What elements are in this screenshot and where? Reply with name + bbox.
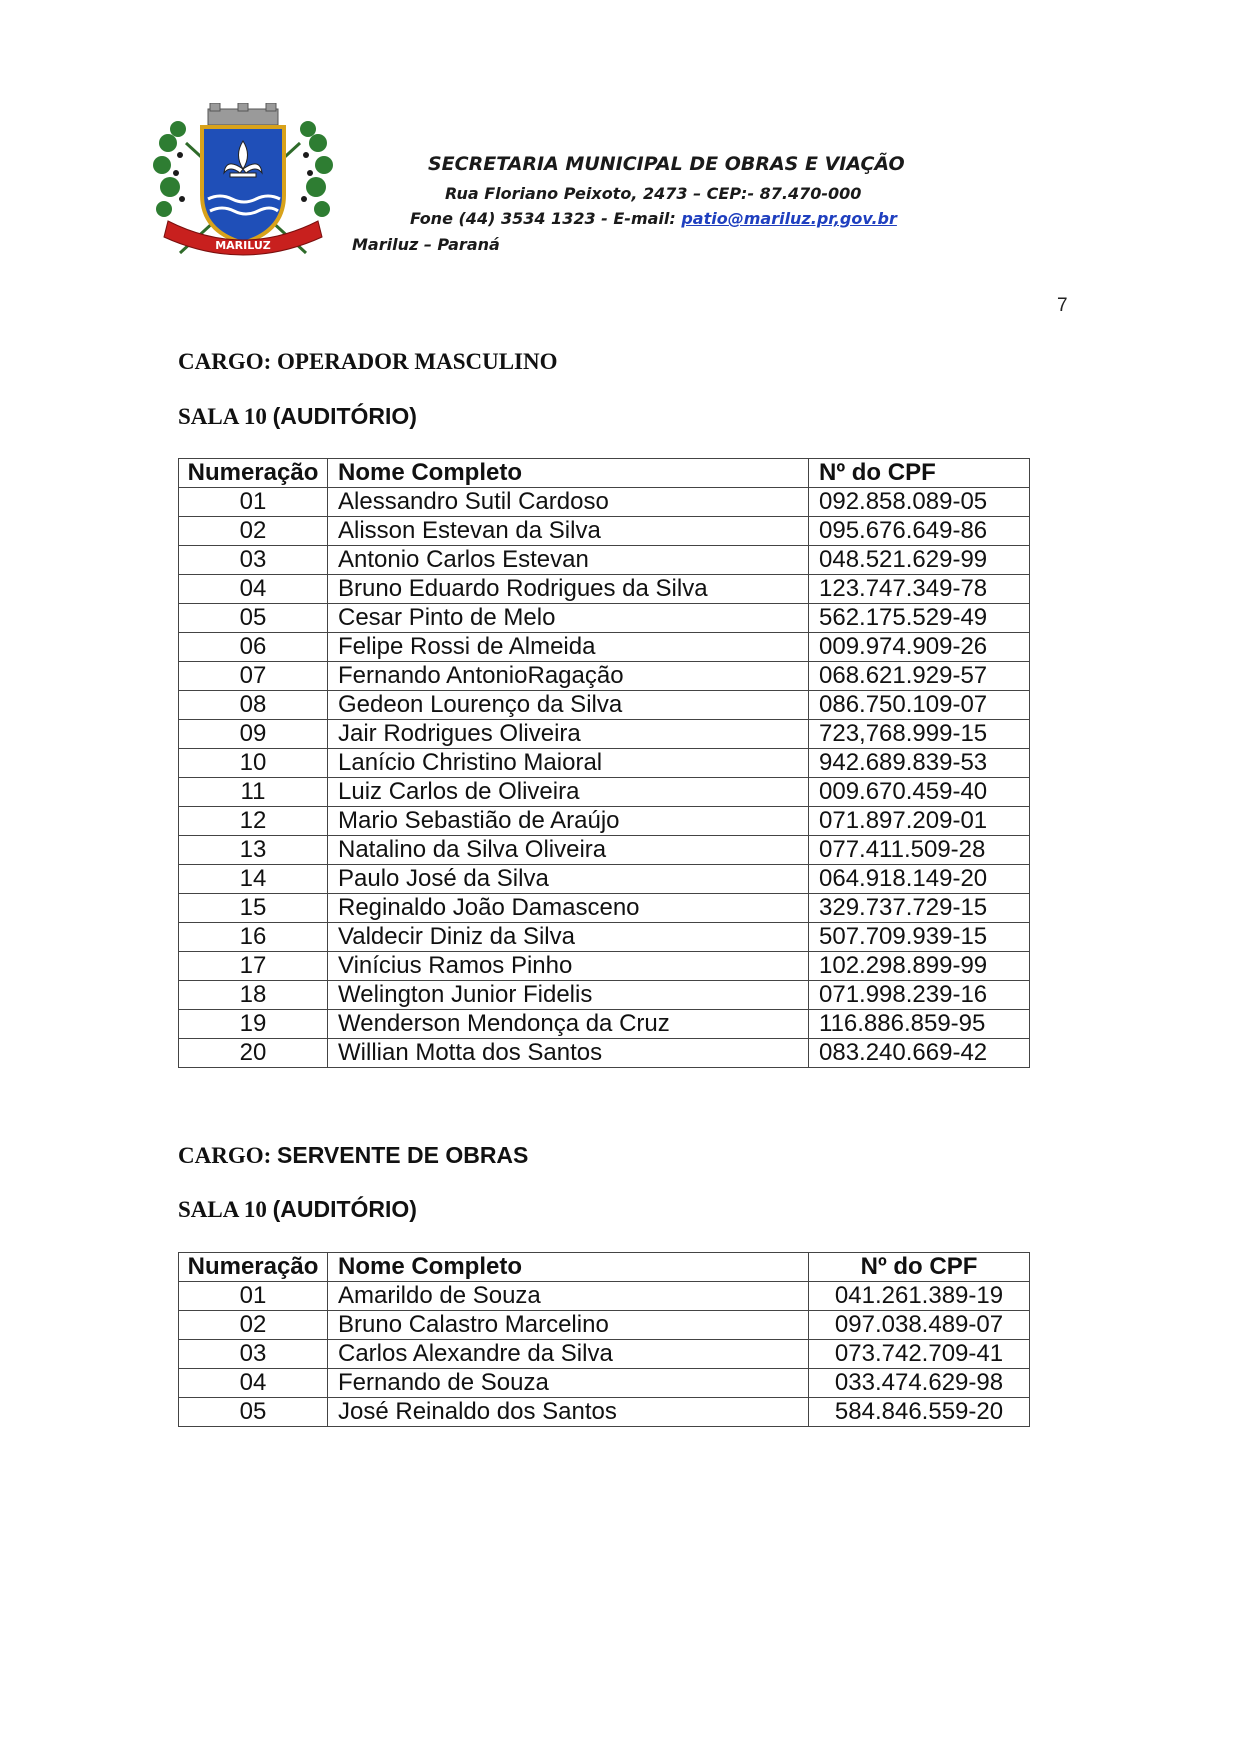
cell-nome: Bruno Calastro Marcelino: [328, 1311, 809, 1340]
cell-nome: Alisson Estevan da Silva: [328, 517, 809, 546]
table-row: [179, 517, 1030, 546]
table-row: [179, 1010, 1030, 1039]
cell-nome: Reginaldo João Damasceno: [328, 894, 809, 923]
cell-nome: Carlos Alexandre da Silva: [328, 1340, 809, 1369]
table-row: [179, 894, 1030, 923]
table-row: [179, 749, 1030, 778]
cell-cpf: 064.918.149-20: [809, 865, 1030, 894]
cell-numero: 02: [179, 517, 328, 546]
table-row: [179, 488, 1030, 517]
email-link[interactable]: patio@mariluz.pr,gov.br: [681, 209, 897, 228]
cell-cpf: 048.521.629-99: [809, 546, 1030, 575]
table-row: [179, 865, 1030, 894]
department-contact: [410, 209, 897, 228]
cell-cpf: 584.846.559-20: [809, 1398, 1030, 1427]
column-header-nome: Nome Completo: [328, 459, 809, 488]
roster-table-operador: [178, 458, 1030, 1068]
cell-nome: Paulo José da Silva: [328, 865, 809, 894]
cell-nome: Welington Junior Fidelis: [328, 981, 809, 1010]
sala-label: SALA 10: [178, 404, 273, 429]
table-row: [179, 546, 1030, 575]
cell-cpf: 092.858.089-05: [809, 488, 1030, 517]
department-city: Mariluz – Paraná: [352, 235, 500, 254]
table-row: [179, 575, 1030, 604]
table-row: [179, 1369, 1030, 1398]
cell-numero: 09: [179, 720, 328, 749]
cell-cpf: 009.670.459-40: [809, 778, 1030, 807]
phone-label: Fone (44) 3534 1323 - E-mail:: [410, 209, 682, 228]
cell-numero: 13: [179, 836, 328, 865]
column-header-nome: Nome Completo: [328, 1253, 809, 1282]
cell-numero: 01: [179, 488, 328, 517]
column-header-cpf: Nº do CPF: [809, 459, 1030, 488]
table-row: [179, 1039, 1030, 1068]
cell-cpf: 071.897.209-01: [809, 807, 1030, 836]
sala-label: SALA 10: [178, 1197, 273, 1222]
table-row: [179, 1398, 1030, 1427]
cargo-heading-1: [178, 349, 558, 375]
cell-numero: 01: [179, 1282, 328, 1311]
cell-numero: 19: [179, 1010, 328, 1039]
cell-nome: Wenderson Mendonça da Cruz: [328, 1010, 809, 1039]
roster-body-servente: [179, 1282, 1030, 1427]
cell-cpf: 009.974.909-26: [809, 633, 1030, 662]
cell-cpf: 562.175.529-49: [809, 604, 1030, 633]
roster-table-servente: [178, 1252, 1030, 1427]
cell-cpf: 116.886.859-95: [809, 1010, 1030, 1039]
table-row: [179, 691, 1030, 720]
cell-numero: 03: [179, 1340, 328, 1369]
table-row: [179, 981, 1030, 1010]
cell-numero: 12: [179, 807, 328, 836]
cell-nome: Amarildo de Souza: [328, 1282, 809, 1311]
cell-numero: 10: [179, 749, 328, 778]
column-header-numero: Numeração: [179, 1253, 328, 1282]
cell-nome: Fernando de Souza: [328, 1369, 809, 1398]
cell-cpf: 723,768.999-15: [809, 720, 1030, 749]
crest-ribbon-text: MARILUZ: [215, 239, 271, 252]
cell-numero: 20: [179, 1039, 328, 1068]
table-row: [179, 778, 1030, 807]
cargo-value: SERVENTE DE OBRAS: [277, 1142, 529, 1168]
cell-numero: 02: [179, 1311, 328, 1340]
table-row: [179, 633, 1030, 662]
table-header-row: [179, 459, 1030, 488]
cell-cpf: 942.689.839-53: [809, 749, 1030, 778]
cell-numero: 17: [179, 952, 328, 981]
cargo-heading-2: [178, 1142, 528, 1169]
cell-numero: 04: [179, 1369, 328, 1398]
cell-nome: Vinícius Ramos Pinho: [328, 952, 809, 981]
sala-value: (AUDITÓRIO): [272, 1196, 417, 1222]
cell-cpf: 097.038.489-07: [809, 1311, 1030, 1340]
cell-numero: 08: [179, 691, 328, 720]
cargo-value: OPERADOR MASCULINO: [277, 349, 558, 374]
table-row: [179, 836, 1030, 865]
cell-numero: 05: [179, 604, 328, 633]
cell-numero: 03: [179, 546, 328, 575]
cell-cpf: 071.998.239-16: [809, 981, 1030, 1010]
cell-nome: Alessandro Sutil Cardoso: [328, 488, 809, 517]
cell-numero: 11: [179, 778, 328, 807]
table-row: [179, 807, 1030, 836]
cell-nome: Gedeon Lourenço da Silva: [328, 691, 809, 720]
cargo-label: CARGO:: [178, 349, 278, 374]
cell-numero: 14: [179, 865, 328, 894]
cell-nome: José Reinaldo dos Santos: [328, 1398, 809, 1427]
cell-cpf: 041.261.389-19: [809, 1282, 1030, 1311]
cell-numero: 04: [179, 575, 328, 604]
table-row: [179, 1311, 1030, 1340]
cell-numero: 18: [179, 981, 328, 1010]
table-row: [179, 1282, 1030, 1311]
sala-heading-1: [178, 403, 417, 430]
table-row: [179, 604, 1030, 633]
table-row: [179, 923, 1030, 952]
cell-cpf: 073.742.709-41: [809, 1340, 1030, 1369]
cell-nome: Fernando AntonioRagação: [328, 662, 809, 691]
cell-nome: Antonio Carlos Estevan: [328, 546, 809, 575]
cell-cpf: 077.411.509-28: [809, 836, 1030, 865]
department-address: Rua Floriano Peixoto, 2473 – CEP:- 87.470-000: [445, 184, 862, 203]
cell-cpf: 083.240.669-42: [809, 1039, 1030, 1068]
cell-nome: Bruno Eduardo Rodrigues da Silva: [328, 575, 809, 604]
table-row: [179, 1340, 1030, 1369]
column-header-cpf: Nº do CPF: [809, 1253, 1030, 1282]
cargo-label: CARGO:: [178, 1143, 278, 1168]
cell-numero: 06: [179, 633, 328, 662]
roster-body-operador: [179, 488, 1030, 1068]
sala-value: (AUDITÓRIO): [272, 403, 417, 429]
cell-nome: Felipe Rossi de Almeida: [328, 633, 809, 662]
cell-cpf: 329.737.729-15: [809, 894, 1030, 923]
cell-nome: Valdecir Diniz da Silva: [328, 923, 809, 952]
table-header-row: [179, 1253, 1030, 1282]
page-number: 7: [1057, 295, 1068, 316]
cell-numero: 15: [179, 894, 328, 923]
table-row: [179, 662, 1030, 691]
cell-nome: Cesar Pinto de Melo: [328, 604, 809, 633]
cell-nome: Luiz Carlos de Oliveira: [328, 778, 809, 807]
cell-cpf: 086.750.109-07: [809, 691, 1030, 720]
cell-nome: Natalino da Silva Oliveira: [328, 836, 809, 865]
column-header-numero: Numeração: [179, 459, 328, 488]
department-title: SECRETARIA MUNICIPAL DE OBRAS E VIAÇÃO: [428, 153, 905, 175]
cell-numero: 16: [179, 923, 328, 952]
cell-cpf: 068.621.929-57: [809, 662, 1030, 691]
sala-heading-2: [178, 1196, 417, 1223]
cell-cpf: 095.676.649-86: [809, 517, 1030, 546]
cell-numero: 07: [179, 662, 328, 691]
cell-nome: Mario Sebastião de Araújo: [328, 807, 809, 836]
table-row: [179, 952, 1030, 981]
municipal-crest-logo: [150, 103, 336, 263]
cell-cpf: 033.474.629-98: [809, 1369, 1030, 1398]
cell-numero: 05: [179, 1398, 328, 1427]
cell-nome: Lanício Christino Maioral: [328, 749, 809, 778]
cell-nome: Willian Motta dos Santos: [328, 1039, 809, 1068]
cell-nome: Jair Rodrigues Oliveira: [328, 720, 809, 749]
cell-cpf: 102.298.899-99: [809, 952, 1030, 981]
table-row: [179, 720, 1030, 749]
cell-cpf: 123.747.349-78: [809, 575, 1030, 604]
cell-cpf: 507.709.939-15: [809, 923, 1030, 952]
